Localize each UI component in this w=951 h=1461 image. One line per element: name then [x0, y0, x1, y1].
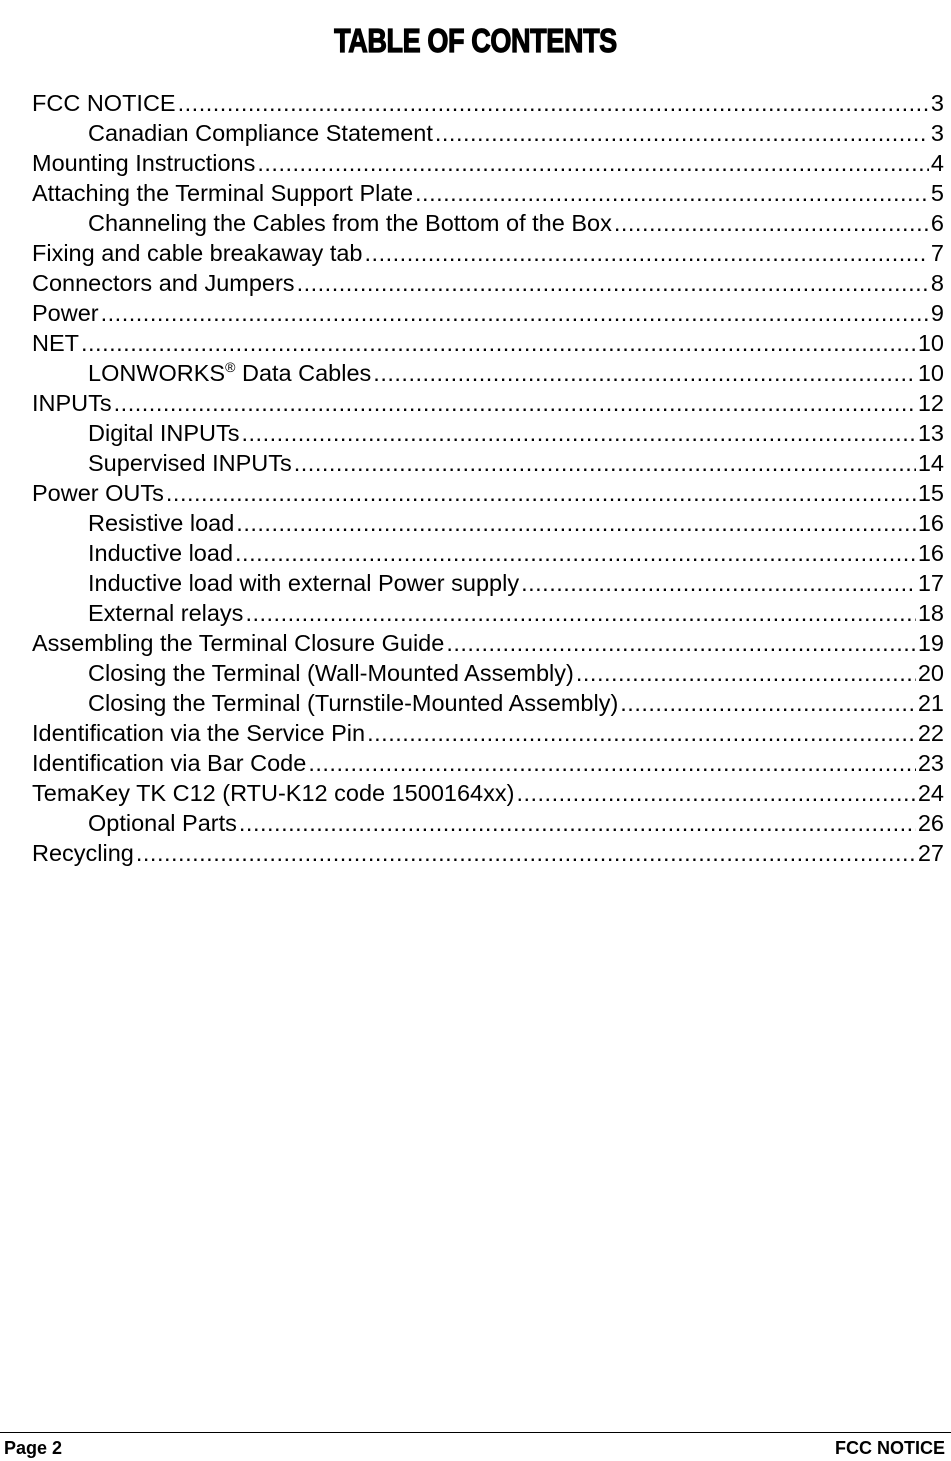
toc-entry[interactable]: [32, 388, 944, 418]
toc-entry[interactable]: [32, 628, 944, 658]
toc-entry-title: [32, 148, 257, 178]
dot-leader: [297, 268, 929, 298]
toc-entry-title: [32, 328, 81, 358]
toc-entry[interactable]: [32, 208, 944, 238]
toc-entry-title: [32, 778, 516, 808]
registered-mark: ®: [225, 359, 236, 376]
dot-leader: [114, 388, 916, 418]
toc-entry[interactable]: [32, 358, 944, 388]
toc-entry-label: Canadian Compliance Statement: [88, 120, 433, 146]
toc-entry-title: [32, 268, 297, 298]
dot-leader: [367, 718, 916, 748]
toc-entry-label: TemaKey TK C12 (RTU-K12 code 1500164xx): [32, 780, 515, 806]
toc-entry[interactable]: [32, 838, 944, 868]
toc-entry-title: [88, 358, 373, 388]
toc-entry-label: Assembling the Terminal Closure Guide: [32, 630, 445, 656]
toc-entry-label: Optional Parts: [88, 810, 237, 836]
toc-entry-title: [32, 478, 166, 508]
toc-entry-title: [88, 208, 614, 238]
toc-entry-title: [32, 838, 136, 868]
toc-entry-label: Channeling the Cables from the Bottom of the Box: [88, 210, 612, 236]
toc-entry-label: Resistive load: [88, 510, 235, 536]
toc-entry-page-number: 8: [930, 270, 944, 296]
toc-entry-label: Attaching the Terminal Support Plate: [32, 180, 414, 206]
toc-entry-label: Supervised INPUTs: [88, 450, 292, 476]
dot-leader: [235, 538, 916, 568]
footer-section-title: FCC NOTICE: [835, 1438, 945, 1458]
dot-leader: [415, 178, 929, 208]
dot-leader: [257, 148, 929, 178]
toc-entry-page-number: 9: [930, 300, 944, 326]
toc-entry-title: [88, 508, 236, 538]
toc-entry[interactable]: [32, 538, 944, 568]
toc-entry-page-number: 24: [917, 780, 944, 806]
toc-entry-page-number: 16: [917, 510, 944, 536]
toc-entry-page-number: 26: [917, 810, 944, 836]
toc-entry-title: [88, 658, 576, 688]
footer-page-number: Page 2: [4, 1438, 63, 1458]
toc-entry-label: Recycling: [32, 840, 134, 866]
toc-entry-title: [32, 748, 308, 778]
toc-entry-label: Power: [32, 300, 99, 326]
footer-divider: [0, 1432, 951, 1433]
toc-entry-page-number: 6: [930, 210, 944, 236]
dot-leader: [435, 118, 929, 148]
toc-entry[interactable]: [32, 148, 944, 178]
toc-entry-label: LONWORKS: [88, 360, 226, 386]
toc-entry-title: [32, 88, 178, 118]
toc-entry-page-number: 23: [917, 750, 944, 776]
toc-entry-page-number: 10: [917, 330, 944, 356]
toc-entry-title: [32, 298, 101, 328]
dot-leader: [373, 358, 916, 388]
dot-leader: [365, 238, 929, 268]
dot-leader: [81, 328, 916, 358]
table-of-contents: [32, 88, 944, 868]
toc-entry-label: Closing the Terminal (Wall-Mounted Assembly): [88, 660, 574, 686]
toc-entry-title: [32, 628, 446, 658]
toc-entry-page-number: 10: [917, 360, 944, 386]
dot-leader: [239, 808, 916, 838]
dot-leader: [166, 478, 916, 508]
toc-entry-label: Digital INPUTs: [88, 420, 240, 446]
toc-entry-label: Closing the Terminal (Turnstile-Mounted Assembly): [88, 690, 619, 716]
toc-entry-title: [88, 538, 235, 568]
toc-entry-page-number: 14: [917, 450, 944, 476]
toc-entry-title: [88, 418, 241, 448]
toc-entry-page-number: 18: [917, 600, 944, 626]
toc-entry[interactable]: [32, 748, 944, 778]
dot-leader: [446, 628, 916, 658]
toc-entry[interactable]: [32, 118, 944, 148]
dot-leader: [178, 88, 929, 118]
toc-entry-label: Inductive load: [88, 540, 234, 566]
toc-entry-page-number: 19: [917, 630, 944, 656]
toc-entry-title: [32, 178, 415, 208]
toc-entry[interactable]: [32, 298, 944, 328]
toc-entry[interactable]: [32, 568, 944, 598]
dot-leader: [136, 838, 916, 868]
toc-entry-title: [32, 238, 365, 268]
toc-entry-title: [88, 688, 620, 718]
toc-entry-title: [32, 718, 367, 748]
dot-leader: [294, 448, 916, 478]
toc-entry-page-number: 27: [917, 840, 944, 866]
toc-entry-page-number: 13: [917, 420, 944, 446]
toc-entry-page-number: 7: [930, 240, 944, 266]
toc-entry[interactable]: [32, 328, 944, 358]
toc-entry[interactable]: [32, 418, 944, 448]
dot-leader: [245, 598, 915, 628]
toc-entry-title: [32, 388, 114, 418]
toc-entry-label: External relays: [88, 600, 244, 626]
toc-entry-page-number: 17: [917, 570, 944, 596]
toc-entry-label: Power OUTs: [32, 480, 164, 506]
toc-entry-page-number: 21: [917, 690, 944, 716]
toc-entry[interactable]: [32, 718, 944, 748]
dot-leader: [576, 658, 916, 688]
dot-leader: [241, 418, 915, 448]
dot-leader: [521, 568, 916, 598]
toc-entry[interactable]: [32, 778, 944, 808]
toc-entry-title: [88, 598, 245, 628]
toc-entry[interactable]: [32, 598, 944, 628]
toc-entry-page-number: 16: [917, 540, 944, 566]
toc-entry-title: [88, 568, 521, 598]
toc-entry-label-suffix: Data Cables: [235, 360, 372, 386]
toc-entry-page-number: 12: [917, 390, 944, 416]
toc-entry-label: INPUTs: [32, 390, 112, 416]
toc-entry-page-number: 5: [930, 180, 944, 206]
toc-entry[interactable]: [32, 688, 944, 718]
toc-entry-title: [88, 448, 294, 478]
toc-entry[interactable]: [32, 268, 944, 298]
toc-entry[interactable]: [32, 658, 944, 688]
toc-entry-label: Inductive load with external Power supply: [88, 570, 520, 596]
toc-entry[interactable]: [32, 808, 944, 838]
toc-entry-label: Identification via the Service Pin: [32, 720, 366, 746]
toc-entry[interactable]: [32, 88, 944, 118]
dot-leader: [620, 688, 916, 718]
toc-entry-page-number: 15: [917, 480, 944, 506]
dot-leader: [101, 298, 929, 328]
toc-entry[interactable]: [32, 508, 944, 538]
toc-entry[interactable]: [32, 238, 944, 268]
dot-leader: [516, 778, 915, 808]
toc-entry-title: [88, 808, 239, 838]
dot-leader: [236, 508, 916, 538]
dot-leader: [308, 748, 916, 778]
toc-entry-page-number: 4: [930, 150, 944, 176]
dot-leader: [614, 208, 929, 238]
toc-entry-label: Connectors and Jumpers: [32, 270, 295, 296]
toc-entry-page-number: 20: [917, 660, 944, 686]
toc-entry-label: Fixing and cable breakaway tab: [32, 240, 363, 266]
toc-entry-label: NET: [32, 330, 79, 356]
toc-entry[interactable]: [32, 448, 944, 478]
page-title: TABLE OF CONTENTS: [334, 22, 617, 60]
toc-entry-page-number: 3: [930, 120, 944, 146]
toc-entry-label: Identification via Bar Code: [32, 750, 307, 776]
toc-entry-page-number: 22: [917, 720, 944, 746]
toc-entry-title: [88, 118, 435, 148]
toc-entry[interactable]: [32, 478, 944, 508]
toc-entry-label: Mounting Instructions: [32, 150, 256, 176]
toc-entry[interactable]: [32, 178, 944, 208]
toc-entry-page-number: 3: [930, 90, 944, 116]
toc-entry-label: FCC NOTICE: [32, 90, 176, 116]
